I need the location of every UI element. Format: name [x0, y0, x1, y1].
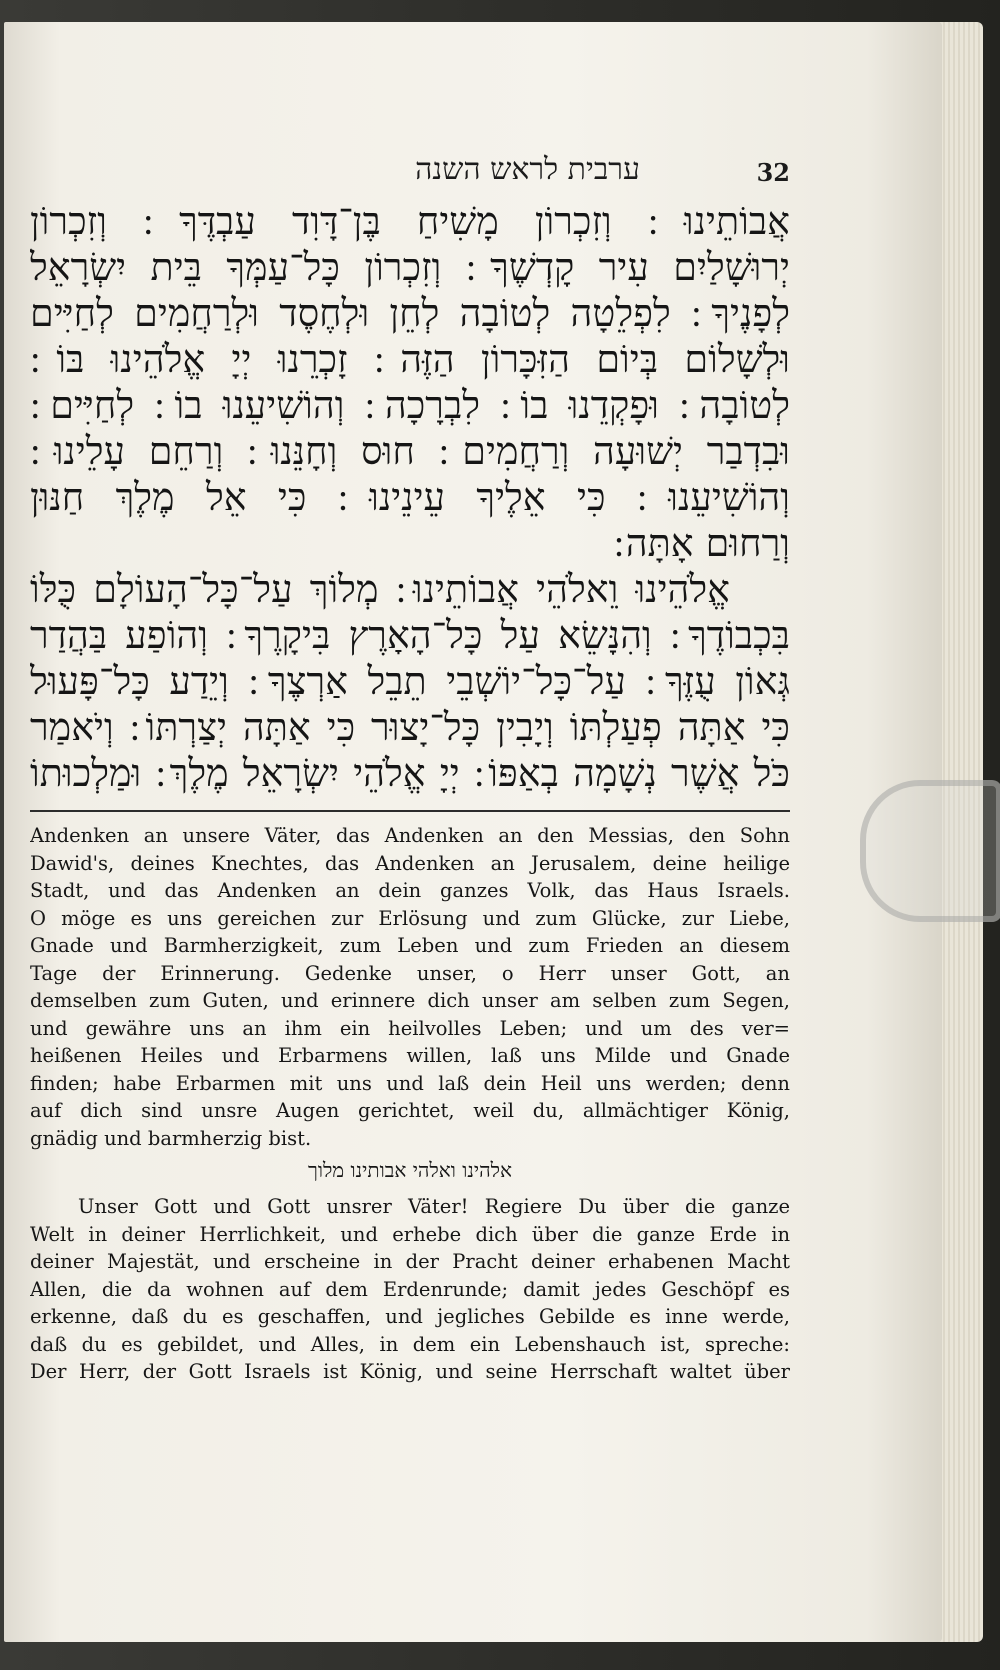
section-divider: [30, 810, 790, 812]
hebrew-line: גְּאוֹן עֻזֶּךָ ׃ עַל־כָּל־יוֹשְׁבֵי תֵבֵל אַרְצֶךָ ׃ וְיֵדַע כָּל־פָּעוּל: [30, 659, 790, 703]
german-line: Andenken an unsere Väter, das Andenken an den Messias, den Sohn: [30, 824, 790, 847]
german-line: Welt in deiner Herrlichkeit, und erhebe dich über die ganze Erde in: [30, 1222, 790, 1246]
hebrew-line: כִּי אַתָּה פְעַלְתּוֹ וְיָבִין כָּל־יָצוּר כִּי אַתָּה יְצַרְתּוֹ ׃ וְיֹאמַר: [30, 705, 790, 749]
german-line: auf dich sind unsre Augen gerichtet, weil du, allmächtiger König,: [30, 1099, 790, 1122]
german-line: Dawid's, deines Knechtes, das Andenken an Jerusalem, deine heilige: [30, 851, 790, 875]
german-line: Unser Gott und Gott unsrer Väter! Regiere Du über die ganze: [78, 1195, 790, 1218]
hebrew-line: כֹּל אֲשֶׁר נְשָׁמָה בְאַפּוֹ ׃ יְיָ אֱלֹהֵי יִשְׂרָאֵל מֶלֶךְ ׃ וּמַלְכוּתוֹ: [30, 751, 790, 795]
hebrew-line: לְפָנֶיךָ ׃ לִפְלֵטָה לְטוֹבָה לְחֵן וּלְחֶסֶד וּלְרַחֲמִים לְחַיִּים: [30, 291, 790, 335]
section-subheading: אלהינו ואלהי אבותינו מלוך: [308, 1158, 512, 1182]
page-content: [30, 150, 790, 1386]
german-line: Der Herr, der Gott Israels ist König, und seine Herrschaft waltet über: [30, 1360, 790, 1383]
hebrew-line: אֲבוֹתֵינוּ ׃ וְזִכְרוֹן מָשִׁיחַ בֶּן־דָּוִד עַבְדֶּךָ ׃ וְזִכְרוֹן: [30, 199, 790, 243]
german-translation-2: [30, 1193, 790, 1386]
hebrew-line: וּלְשָׁלוֹם בְּיוֹם הַזִּכָּרוֹן הַזֶּה ׃ זָכְרֵנוּ יְיָ אֱלֹהֵינוּ בּוֹ ׃: [30, 337, 790, 381]
running-title: ערבית לראש השנה: [415, 152, 640, 187]
german-line: deiner Majestät, und erscheine in der Pracht deiner erhabenen Macht: [30, 1250, 790, 1273]
german-line: Stadt, und das Andenken an dein ganzes Volk, das Haus Israels.: [30, 879, 790, 902]
german-line: daß du es gebildet, und Alles, in dem ein Lebenshauch ist, spreche:: [30, 1332, 790, 1356]
german-line: heißenen Heiles und Erbarmens willen, laß uns Milde und Gnade: [30, 1044, 790, 1067]
german-line: demselben zum Guten, und erinnere dich unser am selben zum Segen,: [30, 989, 790, 1012]
german-line: erkenne, daß du es geschaffen, und jegliches Gebilde es inne werde,: [30, 1305, 790, 1328]
hebrew-text: [30, 198, 790, 796]
german-line: finden; habe Erbarmen mit uns und laß dein Heil uns werden; denn: [30, 1071, 790, 1095]
page-header: [30, 150, 790, 198]
german-line: Tage der Erinnerung. Gedenke unser, o Herr unser Gott, an: [30, 961, 790, 985]
bookmark-clip: [860, 780, 1000, 922]
german-line: gnädig und barmherzig bist.: [30, 1126, 312, 1150]
german-line: O möge es uns gereichen zur Erlösung und zum Glücke, zur Liebe,: [30, 906, 790, 930]
hebrew-line: בִּכְבוֹדֶךָ ׃ וְהִנָּשֵׂא עַל כָּל־הָאָרֶץ בִּיקָרֶךָ ׃ וְהוֹפַע בַּהֲדַר: [30, 613, 790, 657]
hebrew-line: וְרַחוּם אָתָּה ׃: [613, 521, 790, 565]
hebrew-line: אֱלֹהֵינוּ וֵאלֹהֵי אֲבוֹתֵינוּ ׃ מְלוֹךְ עַל־כָּל־הָעוֹלָם כֻּלּוֹ: [30, 567, 730, 611]
german-line: Gnade und Barmherzigkeit, zum Leben und zum Frieden an diesem: [30, 934, 790, 957]
german-line: und gewähre uns an ihm ein heilvolles Leben; und um des ver=: [30, 1016, 790, 1040]
hebrew-line: וְהוֹשִׁיעֵנוּ ׃ כִּי אֵלֶיךָ עֵינֵינוּ ׃ כִּי אֵל מֶלֶךְ חַנּוּן: [30, 475, 790, 519]
hebrew-line: וּבִדְבַר יְשׁוּעָה וְרַחֲמִים ׃ חוּס וְחָנֵּנוּ ׃ וְרַחֵם עָלֵינוּ ׃: [30, 429, 790, 473]
hebrew-line: יְרוּשָׁלַיִם עִיר קָדְשֶׁךָ ׃ וְזִכְרוֹן כָּל־עַמְּךָ בֵּית יִשְׂרָאֵל: [30, 245, 790, 289]
page-number: 32: [756, 158, 790, 187]
hebrew-line: לְטוֹבָה ׃ וּפָקְדֵנוּ בוֹ ׃ לִבְרָכָה ׃ וְהוֹשִׁיעֵנוּ בוֹ ׃ לְחַיִּים ׃: [30, 383, 790, 427]
german-line: Allen, die da wohnen auf dem Erdenrunde; damit jedes Geschöpf es: [30, 1277, 790, 1301]
german-translation-1: [30, 822, 790, 1152]
